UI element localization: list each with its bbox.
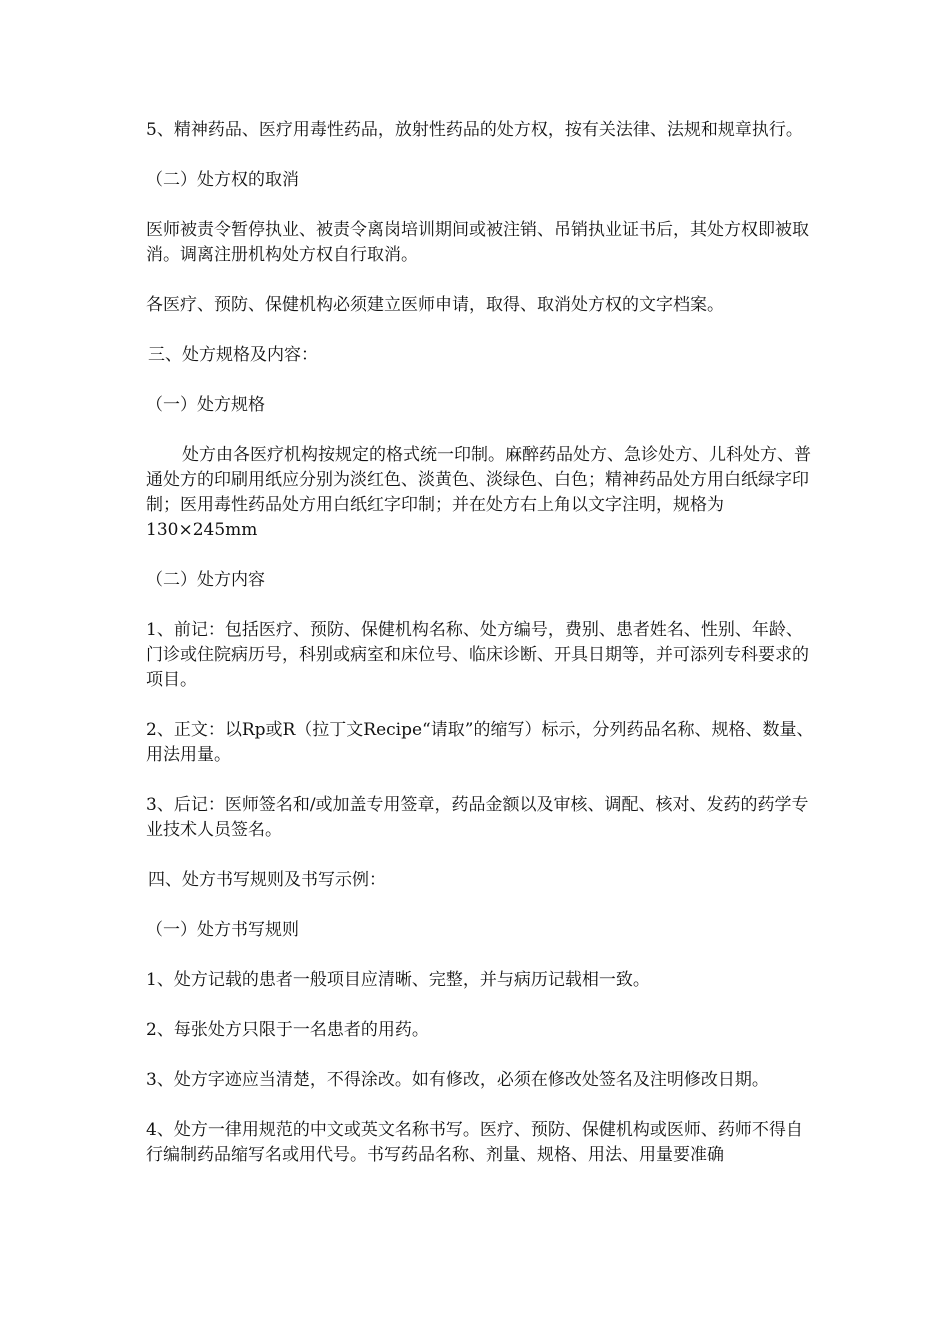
heading-section-four: 四、处方书写规则及书写示例： xyxy=(148,870,386,890)
heading-contents: （二）处方内容 xyxy=(146,570,265,590)
paragraph-specs: 处方由各医疗机构按规定的格式统一印制。麻醉药品处方、急诊处方、儿科处方、普通处方的印刷用纸应分别为淡红色、淡黄色、淡绿色、白色；精神药品处方用白纸绿字印制；医用毒性药品处方用白纸红字印制；并在处方右上角以文字注明，规格为130×245mm xyxy=(146,445,811,540)
paragraph-body: 2、正文：以Rp或R（拉丁文Recipe“请取”的缩写）标示，分列药品名称、规格、数量、用法用量。 xyxy=(146,720,814,765)
paragraph-rule-2: 2、每张处方只限于一名患者的用药。 xyxy=(146,1020,429,1040)
heading-specs: （一）处方规格 xyxy=(146,395,265,415)
heading-writing-rules: （一）处方书写规则 xyxy=(146,920,299,940)
heading-section-three: 三、处方规格及内容： xyxy=(148,345,318,365)
paragraph-archive: 各医疗、预防、保健机构必须建立医师申请，取得、取消处方权的文字档案。 xyxy=(146,295,724,315)
paragraph-rule-1: 1、处方记载的患者一般项目应清晰、完整，并与病历记载相一致。 xyxy=(146,970,650,990)
paragraph-rule-4: 4、处方一律用规范的中文或英文名称书写。医疗、预防、保健机构或医师、药师不得自行编制药品缩写名或用代号。书写药品名称、剂量、规格、用法、用量要准确 xyxy=(146,1120,803,1165)
document-page xyxy=(146,118,818,1193)
paragraph-revocation: 医师被责令暂停执业、被责令离岗培训期间或被注销、吊销执业证书后，其处方权即被取消。调离注册机构处方权自行取消。 xyxy=(146,220,809,265)
paragraph-back-matter: 3、后记：医师签名和/或加盖专用签章，药品金额以及审核、调配、核对、发药的药学专业技术人员签名。 xyxy=(146,795,809,840)
paragraph-rule-3: 3、处方字迹应当清楚，不得涂改。如有修改，必须在修改处签名及注明修改日期。 xyxy=(146,1070,769,1090)
heading-revocation: （二）处方权的取消 xyxy=(146,170,299,190)
paragraph-front-matter: 1、前记：包括医疗、预防、保健机构名称、处方编号，费别、患者姓名、性别、年龄、门诊或住院病历号，科别或病室和床位号、临床诊断、开具日期等，并可添列专科要求的项目。 xyxy=(146,620,809,690)
paragraph-psychotropic-rights: 5、精神药品、医疗用毒性药品，放射性药品的处方权，按有关法律、法规和规章执行。 xyxy=(146,120,803,140)
